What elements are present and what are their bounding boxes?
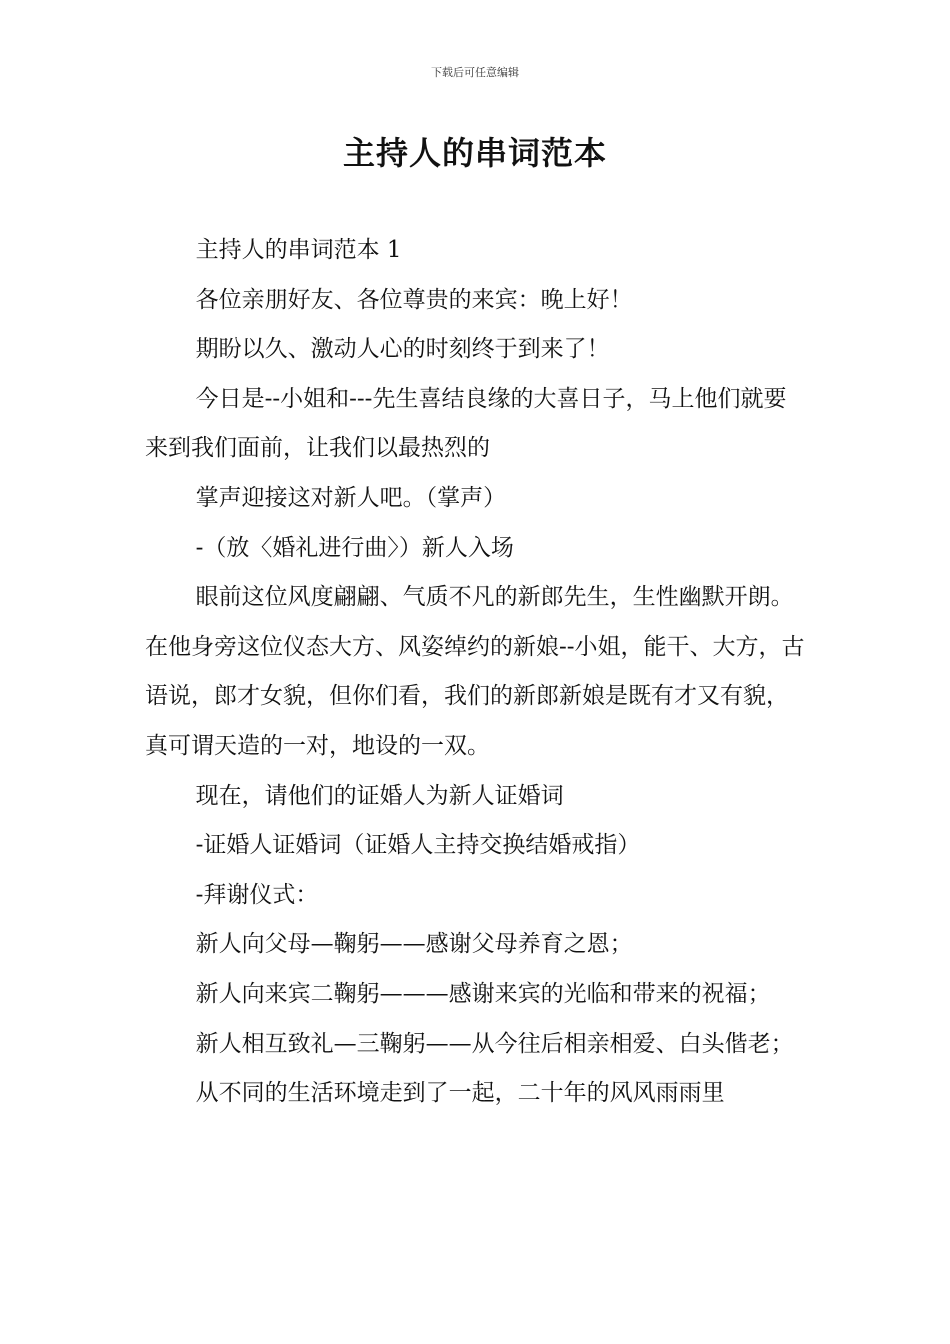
header-note: 下载后可任意编辑 [431, 66, 519, 79]
paragraph: 从不同的生活环境走到了一起，二十年的风风雨雨里 [195, 1080, 725, 1107]
paragraph: -（放〈婚礼进行曲〉）新人入场 [195, 534, 514, 561]
paragraph: -拜谢仪式： [195, 881, 319, 908]
document-title: 主持人的串词范本 [342, 134, 607, 172]
paragraph: 各位亲朋好友、各位尊贵的来宾：晚上好！ [195, 286, 633, 313]
document-body [145, 226, 807, 1119]
paragraph: 新人向来宾二鞠躬———感谢来宾的光临和带来的祝福； [195, 980, 771, 1007]
paragraph: 新人相互致礼—三鞠躬——从今往后相亲相爱、白头偕老； [195, 1030, 794, 1057]
paragraph: -证婚人证婚词（证婚人主持交换结婚戒指） [195, 832, 641, 859]
paragraph: 新人向父母—鞠躬——感谢父母养育之恩； [195, 931, 633, 958]
paragraph: 眼前这位风度翩翩、气质不凡的新郎先生，生性幽默开朗。在他身旁这位仪态大方、风姿绰约的新娘--小姐，能干、大方，古语说，郎才女貌，但你们看，我们的新郎新娘是既有才又有貌，真可谓天造的一对，地设的一双。 [145, 584, 805, 759]
paragraph: 今日是--小姐和---先生喜结良缘的大喜日子，马上他们就要来到我们面前，让我们以最热烈的 [145, 385, 787, 462]
paragraph: 期盼以久、激动人心的时刻终于到来了！ [195, 336, 610, 363]
paragraph: 掌声迎接这对新人吧。（掌声） [195, 484, 507, 511]
paragraph: 主持人的串词范本 1 [195, 237, 402, 263]
paragraph: 现在，请他们的证婚人为新人证婚词 [195, 782, 564, 809]
